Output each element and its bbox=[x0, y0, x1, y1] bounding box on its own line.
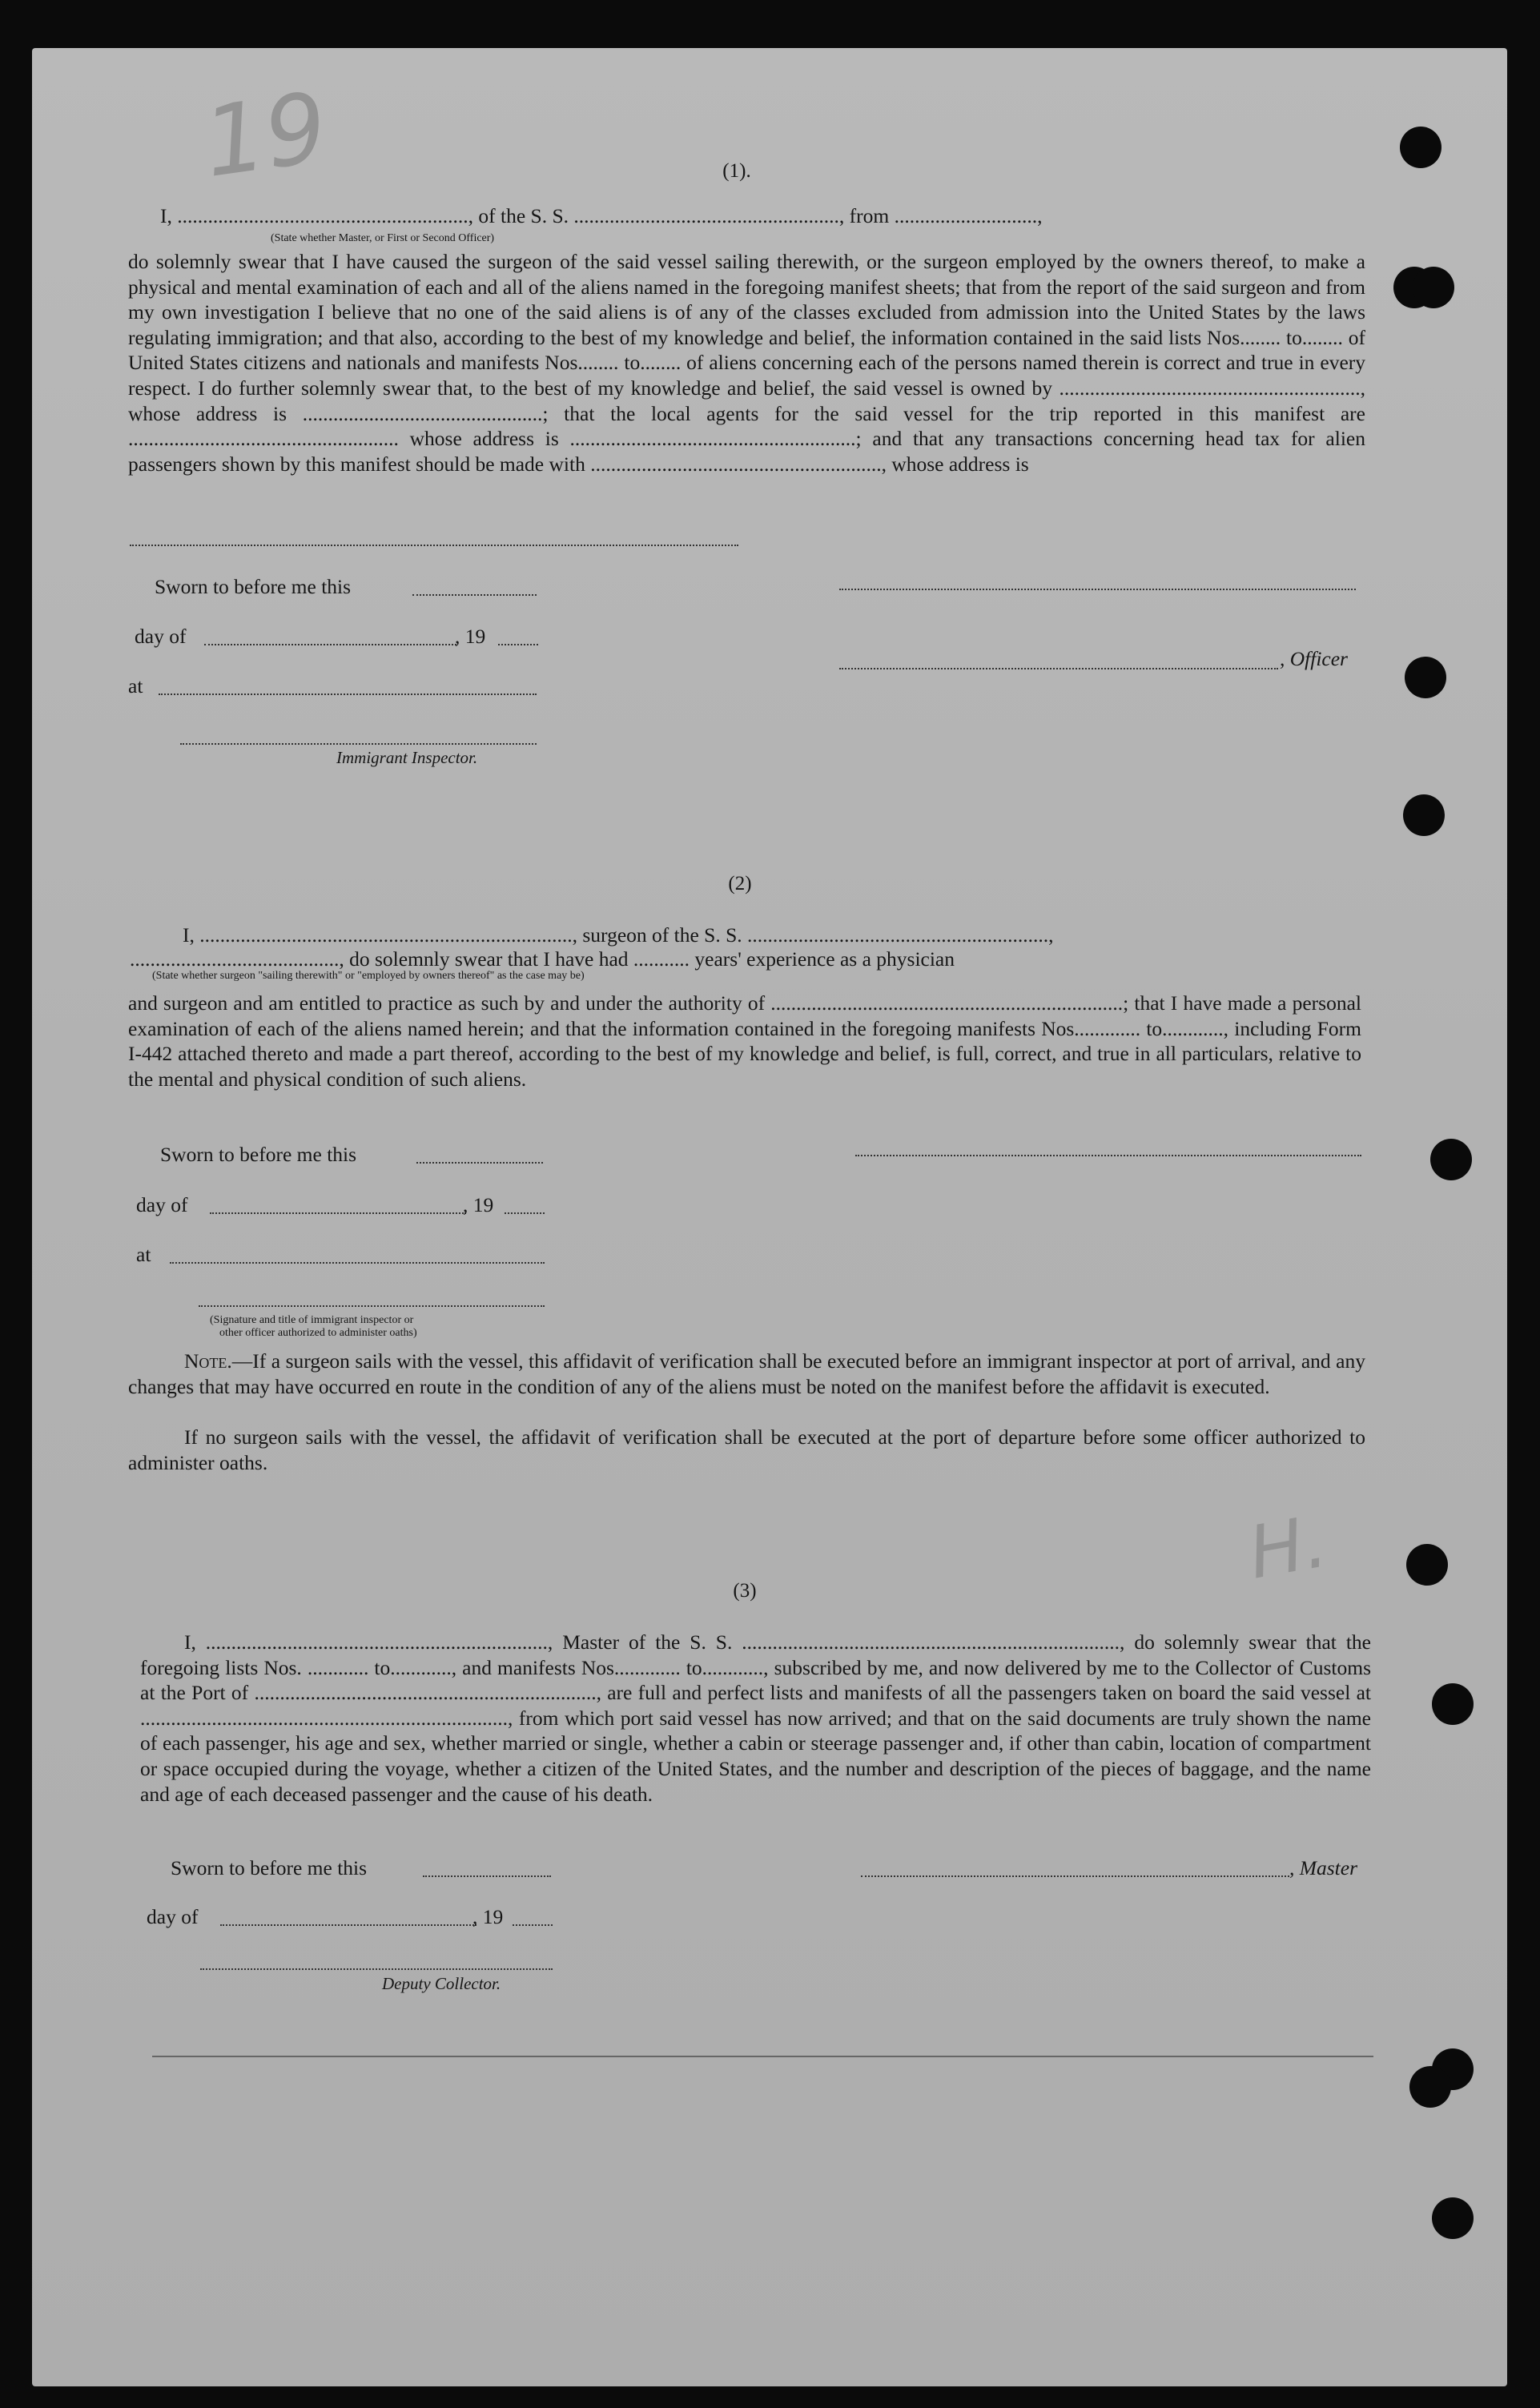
section2-note-text: —If a surgeon sails with the vessel, this affidavit of verification shall be executed before an immigrant inspector at port of arrival, and any changes that may have occurred en route in the condition of any of the aliens must be noted on the manifest before the affidavit is executed. bbox=[128, 1349, 1365, 1398]
section3-day-of: day of bbox=[147, 1905, 199, 1928]
section1-officer-line bbox=[839, 668, 1278, 669]
handwritten-mark-right: H. bbox=[1242, 1499, 1333, 1596]
section3-paragraph-text: I, ..................................................................., Master of the S. S. .........................................................................., do solemnly swear that the foregoing lists Nos. ............ to............, and manifests Nos............. to............, subscribed by me, and now delivered by me to the Collector of Customs at the Port of ..................................................................., are full and perfect lists and manifests of all the passengers taken on board the said vessel at ........................................................................, from which port said vessel has now arrived; and that on the said documents are truly shown the name of each passenger, his age and sex, whether married or single, whether a cabin or steerage passenger and, if other than cabin, location of compartment or space occupied during the voyage, whether a citizen of the United States, and the number and description of the pieces of baggage, and the name and age of each deceased passenger and the cause of his death. bbox=[140, 1630, 1371, 1806]
section1-paragraph: do solemnly swear that I have caused the surgeon of the said vessel sailing therewith, or the surgeon employed by the owners thereof, to make a physical and mental examination of each and all of the aliens named in the foregoing manifest sheets; that from the report of the said surgeon and from my own investigation I believe that no one of the said aliens is of any of the classes excluded from admission into the United States by the laws regulating immigration; and that also, according to the best of my knowledge and belief, the information contained in the said lists Nos........ to........ of United States citizens and nationals and manifests Nos........ to........ of aliens concerning each of the persons named therein is correct and true in every respect. I do further solemnly swear that, to the best of my knowledge and belief, the said vessel is owned by ..........................................................., whose address is ...............................................; that the local agents for the said vessel for the trip reported in this manifest are ..................................................... whose address is ........................................................; and that any transactions concerning head tax for alien passengers shown by this manifest should be made with ........................................................., whose address is bbox=[128, 250, 1365, 476]
section1-day-of: day of bbox=[135, 625, 187, 648]
section3-master-line bbox=[861, 1875, 1289, 1877]
binder-hole bbox=[1400, 127, 1441, 168]
bleed-through bbox=[561, 496, 1361, 1698]
bottom-rule bbox=[152, 2056, 1373, 2057]
section1-day-line bbox=[204, 644, 456, 645]
section1-sig-line bbox=[839, 589, 1356, 590]
section1-sworn-line bbox=[412, 594, 537, 596]
section3-sworn-line bbox=[423, 1875, 551, 1877]
section1-inspector-line bbox=[180, 743, 537, 745]
section1-year-line bbox=[498, 644, 538, 645]
section1-year: , 19 bbox=[455, 625, 486, 648]
binder-hole bbox=[1432, 2197, 1474, 2239]
section3-year-line bbox=[513, 1924, 553, 1926]
section1-heading: (1). bbox=[722, 160, 751, 182]
section1-blank-line bbox=[130, 545, 738, 546]
section2-sworn: Sworn to before me this bbox=[160, 1143, 357, 1166]
section2-sig-caption-1: (Signature and title of immigrant inspector or bbox=[210, 1314, 414, 1326]
section2-sworn-line bbox=[416, 1162, 543, 1164]
section2-at-line bbox=[170, 1262, 545, 1264]
section2-sig-line bbox=[855, 1155, 1361, 1156]
section2-note2 bbox=[128, 1425, 1365, 1475]
section3-sworn: Sworn to before me this bbox=[171, 1856, 368, 1879]
section2-paragraph: and surgeon and am entitled to practice as such by and under the authority of .....................................................................; that I have made a personal examination of each of the aliens named herein; and that the information contained in the foregoing manifests Nos............. to............, including Form I-442 attached thereto and made a part thereof, according to the best of my knowledge and belief, is full, correct, and true in all particulars, relative to the mental and physical condition of such aliens. bbox=[128, 991, 1361, 1091]
section2-inspector-line bbox=[199, 1305, 545, 1307]
binder-hole bbox=[1432, 1683, 1474, 1725]
section3-deputy-line bbox=[200, 1968, 553, 1970]
section2-at: at bbox=[136, 1243, 151, 1266]
handwritten-mark-top: 19 bbox=[197, 72, 334, 199]
binder-hole bbox=[1406, 1544, 1448, 1586]
section2-note2-text: If no surgeon sails with the vessel, the affidavit of verification shall be executed at the port of departure before some officer authorized to administer oaths. bbox=[128, 1425, 1365, 1474]
binder-hole bbox=[1403, 794, 1445, 836]
section2-caption: (State whether surgeon "sailing therewith" or "employed by owners thereof" as the case may be) bbox=[152, 970, 585, 982]
binder-hole bbox=[1430, 1139, 1472, 1180]
section2-heading: (2) bbox=[728, 873, 752, 894]
section2-day-of: day of bbox=[136, 1193, 188, 1216]
section2-line2: ........................................., do solemnly swear that I have had ........... years' experience as a physician bbox=[130, 947, 955, 971]
section2-note bbox=[128, 1349, 1365, 1399]
section3-master: , Master bbox=[1289, 1856, 1357, 1879]
section3-heading: (3) bbox=[733, 1580, 757, 1602]
section1-at: at bbox=[128, 674, 143, 697]
binder-hole bbox=[1409, 2066, 1451, 2108]
binder-hole bbox=[1413, 267, 1454, 308]
binder-hole bbox=[1405, 657, 1446, 698]
section2-day-line bbox=[210, 1212, 466, 1214]
section2-note-label: Note. bbox=[184, 1349, 232, 1373]
section2-year-line bbox=[505, 1212, 545, 1214]
section2-year: , 19 bbox=[463, 1193, 494, 1216]
section1-sworn: Sworn to before me this bbox=[155, 575, 352, 598]
section3-year: , 19 bbox=[472, 1905, 504, 1928]
section1-at-line bbox=[159, 693, 537, 695]
section2-line1: I, ........................................................................., surgeon of the S. S. ..........................................................., bbox=[183, 923, 1054, 947]
section2-sig-caption-2: other officer authorized to administer oaths) bbox=[219, 1327, 417, 1339]
section3-paragraph bbox=[140, 1630, 1371, 1807]
section3-deputy-label: Deputy Collector. bbox=[382, 1974, 501, 1993]
section1-officer: , Officer bbox=[1280, 647, 1348, 670]
section1-inspector-label: Immigrant Inspector. bbox=[336, 748, 478, 767]
section3-day-line bbox=[220, 1924, 476, 1926]
section1-line1: I, ........................................................., of the S. S. ...................................................., from ............................, bbox=[160, 204, 1043, 227]
section1-caption: (State whether Master, or First or Second Officer) bbox=[271, 232, 495, 244]
